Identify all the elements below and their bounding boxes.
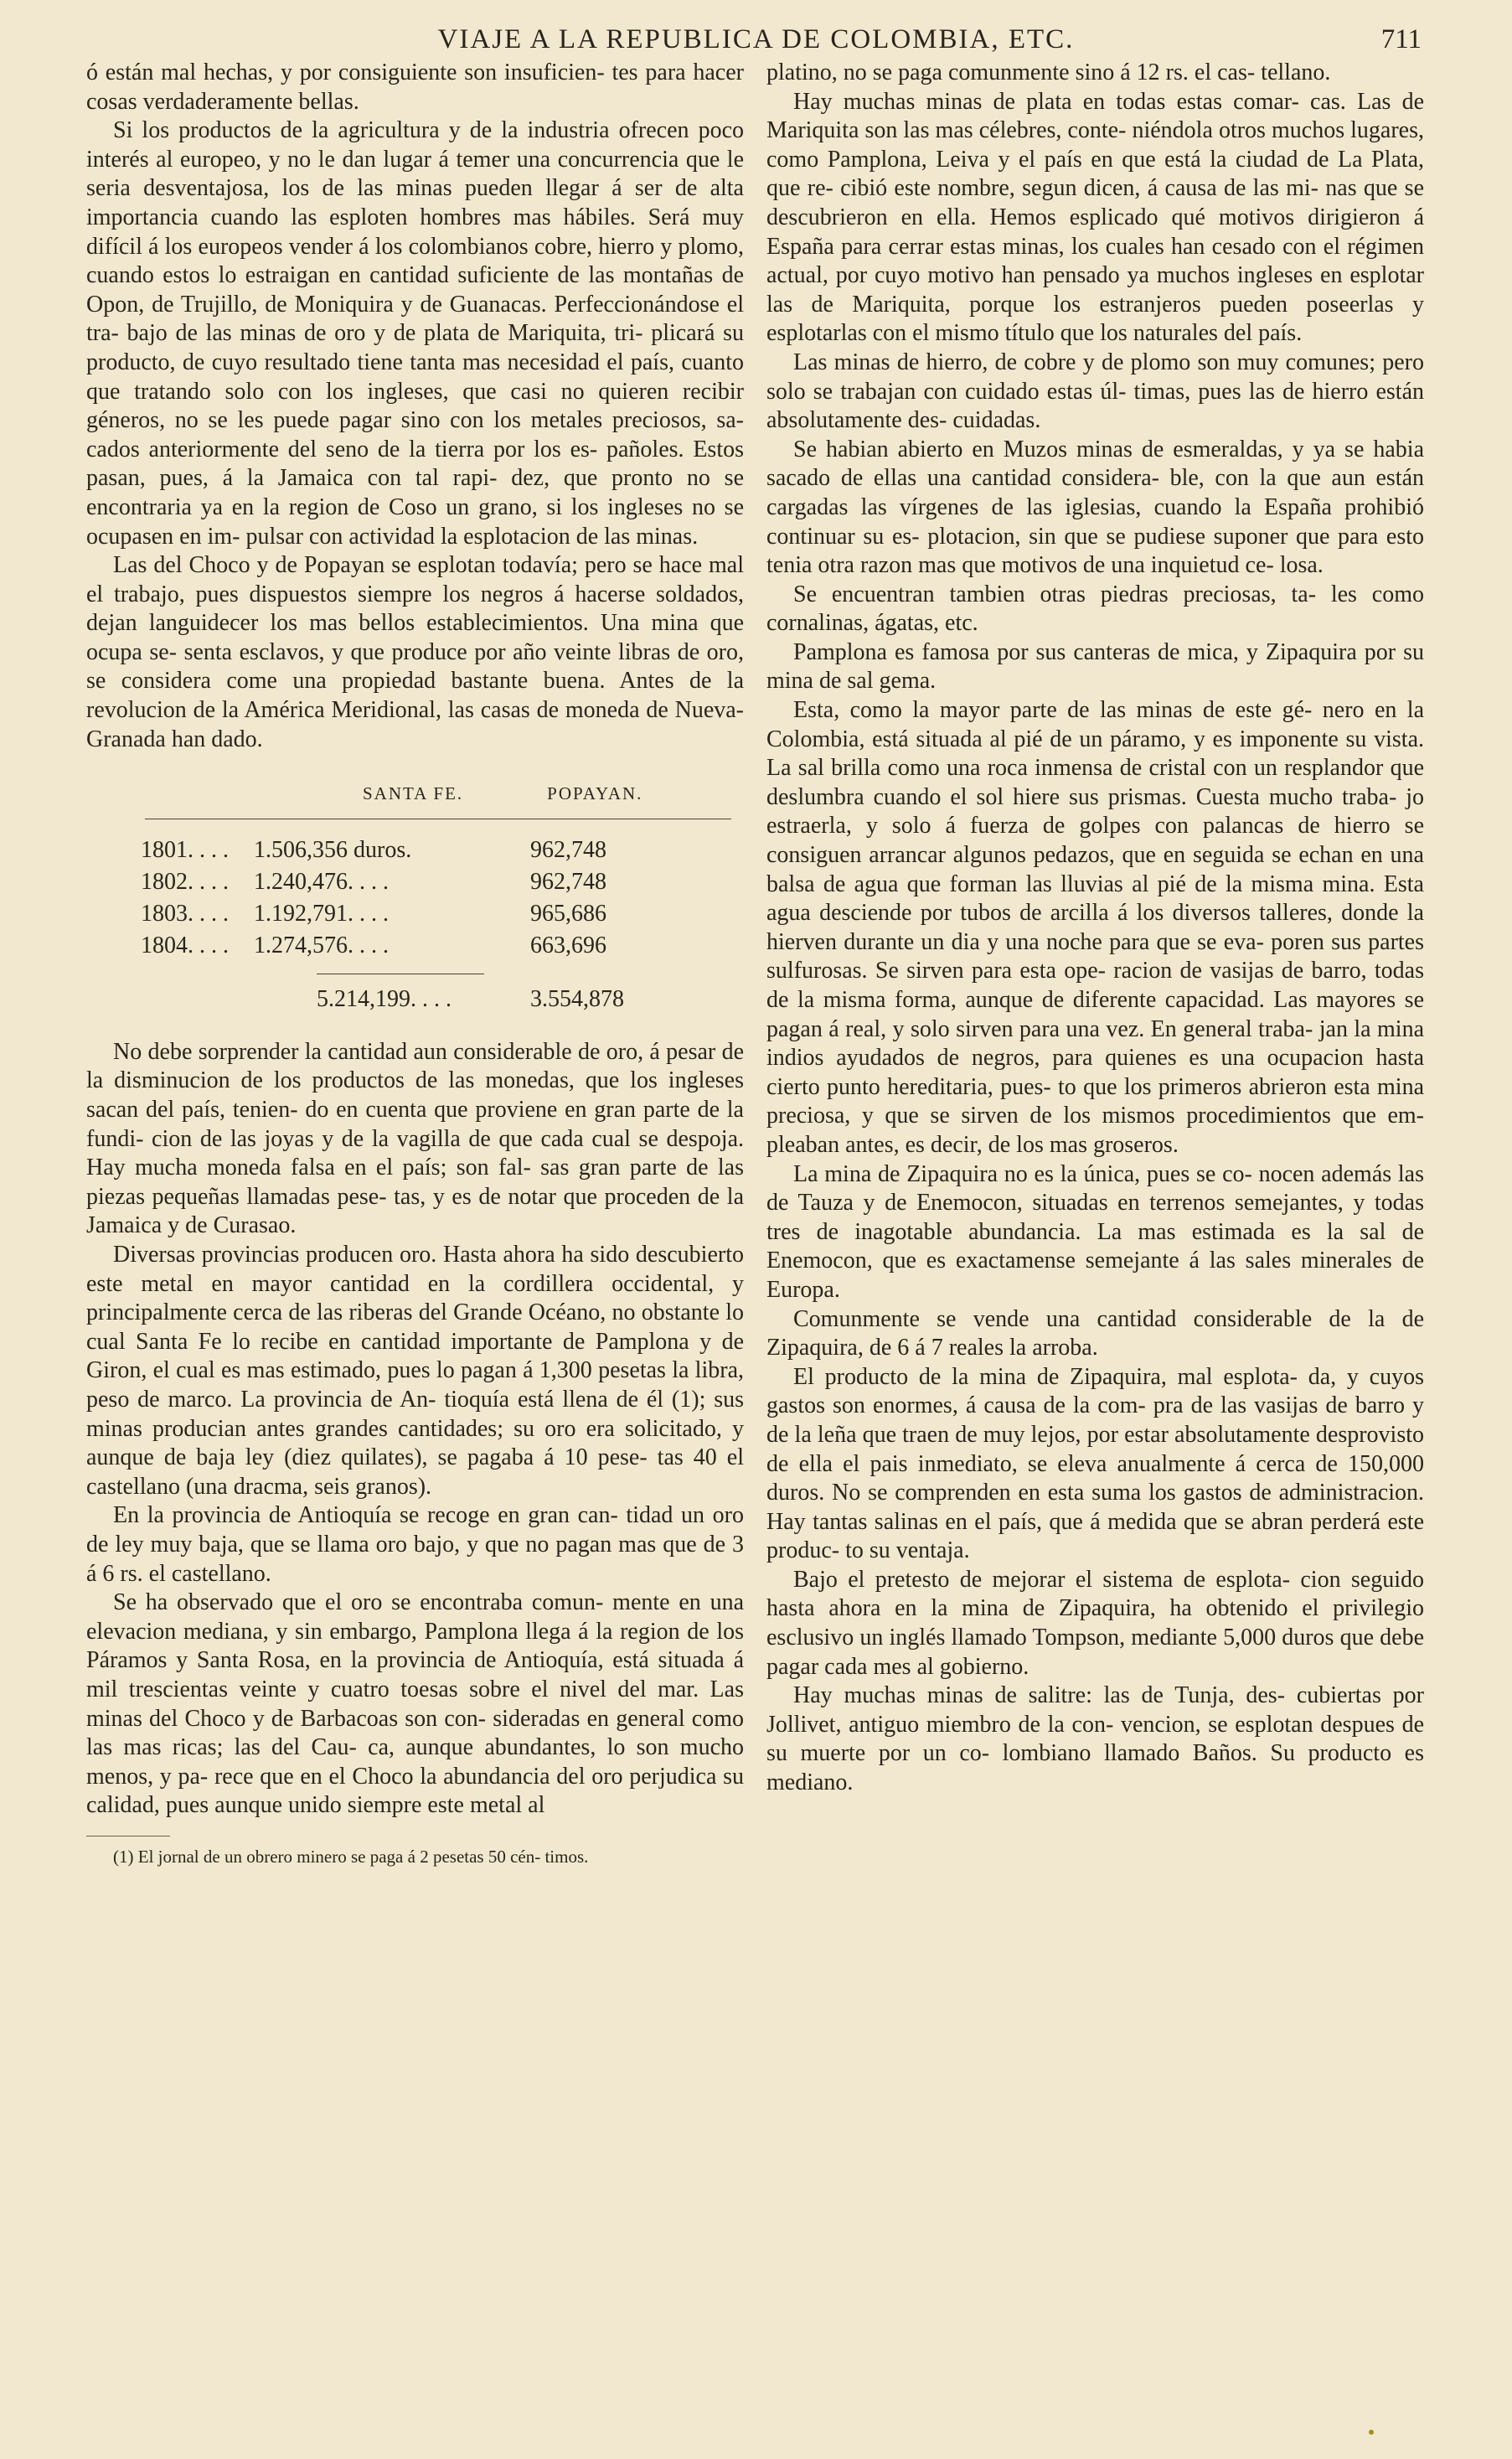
popayan-cell: 962,748 xyxy=(530,868,606,895)
paragraph: La mina de Zipaquira no es la única, pues se co- nocen además las de Tauza y de Enemocon, situadas en terrenos semejantes, y todas tres de inagotable abundancia. La mas estimada es la sal de Enemocon, que es exactamense semejante á las sales minerales de Europa. xyxy=(766,1160,1424,1303)
year-cell: 1802. . . . xyxy=(141,868,229,895)
santa-fe-cell: 1.192,791. . . . xyxy=(254,900,389,927)
santa-fe-cell: 1.240,476. . . . xyxy=(254,868,389,895)
right-column xyxy=(766,59,1424,1798)
column-header-popayan: POPAYAN. xyxy=(547,783,643,804)
paragraph: Se encuentran tambien otras piedras preciosas, ta- les como cornalinas, ágatas, etc. xyxy=(766,581,1424,637)
footnote-rule xyxy=(86,1836,170,1837)
paragraph: Las minas de hierro, de cobre y de plomo son muy comunes; pero solo se trabajan con cuidado estas úl- timas, pues las de hierro están absolutamente des- cuidadas. xyxy=(766,349,1424,434)
paragraph: Esta, como la mayor parte de las minas de este gé- nero en la Colombia, está situada al pié de un páramo, y es imponente su vista. La sal brilla como una roca inmensa de cristal con un resplandor que deslumbra cuando el sol hiere sus prismas. Cuesta mucho traba- jo estraerla, y solo á fuerza de golpes con palancas de hierro se consiguen arrancar algunos pedazos, que en seguida se echan en una balsa de agua que forman las lluvias al pié de la misma mina. Esta agua desciende por tubos de arcilla á los diversos talleres, donde la hierven durante un dia y una noche para que se eva- poren sus partes sulfurosas. Se sirven para esta ope- racion de vasijas de barro, todas de la misma forma, aunque de diferente capacidad. Las mayores se pagan á real, y solo sirven para una vez. En general traba- jan la mina indios ayudados de negros, para quienes es una ocupacion hasta cierto punto hereditaria, pues- to que los primeros abrieron esta mina preciosa, y que se sirven de los mismos procedimientos que em- pleaban antes, es decir, de los mas groseros. xyxy=(766,697,1424,1158)
paragraph: Bajo el pretesto de mejorar el sistema de esplota- cion seguido hasta ahora en la mina de Zipaquira, ha obtenido el privilegio esclusivo un inglés llamado Tompson, mediante 5,000 duros que debe pagar cada mes al gobierno. xyxy=(766,1566,1424,1680)
popayan-cell: 962,748 xyxy=(530,836,606,863)
table-row xyxy=(86,930,744,962)
popayan-total: 3.554,878 xyxy=(530,985,624,1012)
page-header xyxy=(0,18,1512,60)
paragraph: El producto de la mina de Zipaquira, mal esplota- da, y cuyos gastos son enormes, á causa de la com- pra de las vasijas de barro y de la leña que traen de muy lejos, por estar absolutamente desprovisto de ella el pais inmediato, se eleva anualmente á cerca de 150,000 duros. No se comprenden en esta suma los gastos de administracion. Hay tantas salinas en el país, que á medida que se abran perderá este produc- to su ventaja. xyxy=(766,1363,1424,1564)
paragraph: Comunmente se vende una cantidad considerable de la de Zipaquira, de 6 á 7 reales la arroba. xyxy=(766,1305,1424,1361)
table-row xyxy=(86,866,744,898)
ink-spot xyxy=(1369,2430,1374,2435)
column-header-santa-fe: SANTA FE. xyxy=(363,783,464,804)
paragraph: ó están mal hechas, y por consiguiente son insuficien- tes para hacer cosas verdaderamente bellas. xyxy=(86,59,744,115)
left-column xyxy=(86,59,744,1868)
santa-fe-cell: 1.274,576. . . . xyxy=(254,932,389,958)
paragraph: Hay muchas minas de plata en todas estas comar- cas. Las de Mariquita son las mas célebres, conte- niéndola otros muchos lugares, como Pamplona, Leiva y el país en que está la ciudad de La Plata, que re- cibió este nombre, segun dicen, á causa de las mi- nas que se descubrieron en ella. Hemos esplicado qué motivos dirigieron á España para cerrar estas minas, los cuales han cesado con el régimen actual, por cuyo motivo han pensado ya muchos ingleses en esplotar las de Mariquita, porque los estranjeros pueden poseerlas y esplotarlas con el mismo título que los naturales del país. xyxy=(766,88,1424,347)
table-header xyxy=(86,779,744,808)
paragraph: En la provincia de Antioquía se recoge en gran can- tidad un oro de ley muy baja, que se llama oro bajo, y que no pagan mas que de 3 á 6 rs. el castellano. xyxy=(86,1502,744,1587)
paragraph: Hay muchas minas de salitre: las de Tunja, des- cubiertas por Jollivet, antiguo miembro de la con- vencion, se esplotan despues de su muerte por un co- lombiano llamado Baños. Su producto es mediano. xyxy=(766,1682,1424,1796)
table-row xyxy=(86,834,744,866)
table-total-row xyxy=(86,983,744,1016)
paragraph: Se ha observado que el oro se encontraba comun- mente en una elevacion mediana, y sin embargo, Pamplona llega á la region de los Páramos y Santa Rosa, en la provincia de Antioquía, está situada á mil trescientas veinte y cuatro toesas sobre el nivel del mar. Las minas del Choco y de Barbacoas son con- sideradas en general como las mas ricas; las del Cau- ca, aunque abundantes, lo son mucho menos, y pa- rece que en el Choco la abundancia del oro perjudica su calidad, pues aunque unido siempre este metal al xyxy=(86,1589,744,1819)
paragraph: Pamplona es famosa por sus canteras de mica, y Zipaquira por su mina de sal gema. xyxy=(766,638,1424,695)
paragraph: platino, no se paga comunmente sino á 12 rs. el cas- tellano. xyxy=(766,59,1331,85)
popayan-cell: 663,696 xyxy=(530,932,606,958)
popayan-cell: 965,686 xyxy=(530,900,606,927)
paragraph: Se habian abierto en Muzos minas de esmeraldas, y ya se habia sacado de ellas una cantidad considera- ble, con la que aun están cargadas las vírgenes de las iglesias, cuando la España prohibió continuar su es- plotacion, sin que se pudiese suponer que para esto tenia otra razon mas que motivos de una inquietud ce- losa. xyxy=(766,436,1424,579)
footnote: (1) El jornal de un obrero minero se paga á 2 pesetas 50 cén- timos. xyxy=(113,1846,589,1867)
paragraph: Diversas provincias producen oro. Hasta ahora ha sido descubierto este metal en mayor cantidad en la cordillera occidental, y principalmente cerca de las riberas del Grande Océano, no obstante lo cual Santa Fe lo recibe en cantidad importante de Pamplona y de Giron, el cual es mas estimado, pues lo pagan á 1,300 pesetas la libra, peso de marco. La provincia de An- tioquía está llena de él (1); sus minas producian antes grandes cantidades; su oro era solicitado, y aunque de baja ley (diez quilates), se pagaba á 10 pese- tas 40 el castellano (una dracma, seis granos). xyxy=(86,1242,744,1500)
year-cell: 1801. . . . xyxy=(141,836,229,863)
santa-fe-cell: 1.506,356 duros. xyxy=(254,836,412,863)
paragraph: Si los productos de la agricultura y de la industria ofrecen poco interés al europeo, y no le dan lugar á temer una concurrencia que le seria desventajosa, los de las minas pueden llegar á ser de alta importancia cuando las esploten hombres mas hábiles. Será muy difícil á los europeos vender á los colombianos cobre, hierro y plomo, cuando estos lo estraigan en cantidad suficiente de las montañas de Opon, de Trujillo, de Moniquira y de Guanacas. Perfeccionándose el tra- bajo de las minas de oro y de plata de Mariquita, tri- plicará su producto, de cuyo resultado tiene tanta mas necesidad el país, cuanto que tratando solo con los ingleses, que casi no quieren recibir géneros, no se les puede pagar sino con los metales preciosos, sa- cados anteriormente del seno de la tierra por los es- pañoles. Estos pasan, pues, á la Jamaica con tal rapi- dez, que pronto no se encontraria ya en la region de Coso un grano, si los ingleses no se ocupasen en im- pulsar con actividad la esplotacion de las minas. xyxy=(86,117,744,550)
mint-production-table xyxy=(86,779,744,1016)
santa-fe-total: 5.214,199. . . . xyxy=(317,985,452,1012)
paragraph: No debe sorprender la cantidad aun considerable de oro, á pesar de la disminucion de los productos de las monedas, que los ingleses sacan del país, tenien- do en cuenta que proviene en gran parte de la fundi- cion de las joyas y de la vagilla de que cada cual se despoja. Hay mucha moneda falsa en el país; son fal- sas gran parte de las piezas pequeñas llamadas pese- tas, y es de notar que proceden de la Jamaica y de Curasao. xyxy=(86,1038,744,1239)
table-row xyxy=(86,898,744,930)
page-number: 711 xyxy=(1380,24,1422,54)
year-cell: 1803. . . . xyxy=(141,900,229,927)
running-title: VIAJE A LA REPUBLICA DE COLOMBIA, ETC. xyxy=(437,24,1075,54)
year-cell: 1804. . . . xyxy=(141,932,229,958)
paragraph: Las del Choco y de Popayan se esplotan todavía; pero se hace mal el trabajo, pues dispuestos siempre los negros á hacerse soldados, dejan languidecer los mas bellos establecimientos. Una mina que ocupa se- senta esclavos, y que produce por año veinte libras de oro, se considera come una propiedad bastante buena. Antes de la revolucion de la América Meridional, las casas de moneda de Nueva-Granada han dado. xyxy=(86,552,744,752)
